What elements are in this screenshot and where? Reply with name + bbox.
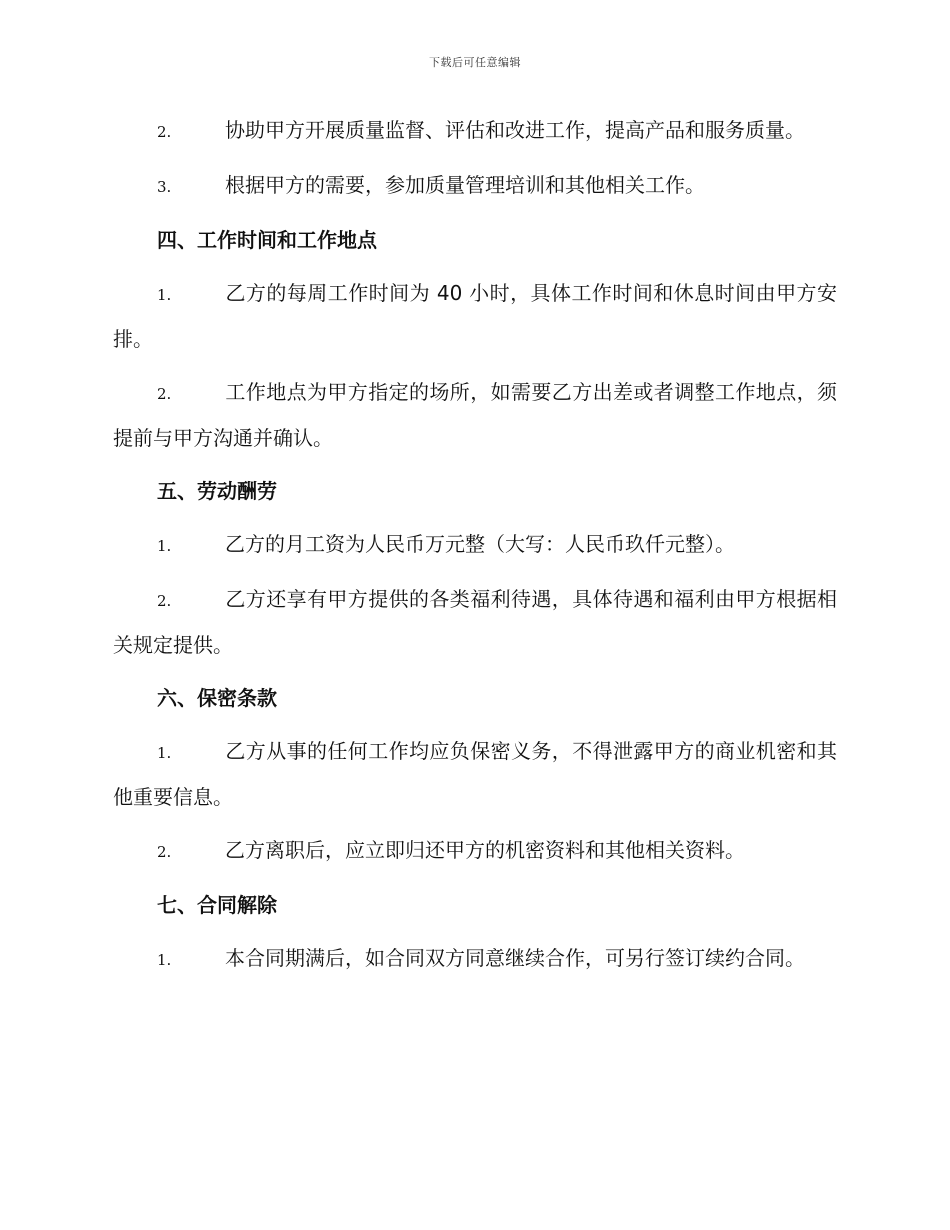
clause-number: 3. xyxy=(157,178,172,196)
section-heading: 四、工作时间和工作地点 xyxy=(157,228,377,252)
clause-text: 协助甲方开展质量监督、评估和改进工作，提高产品和服务质量。 xyxy=(225,118,805,142)
clause-number: 2. xyxy=(157,592,172,610)
clause-text: 乙方的月工资为人民币万元整（大写：人民币玖仟元整）。 xyxy=(225,532,735,556)
clause-number: 2. xyxy=(157,123,172,141)
clause-item xyxy=(113,108,837,154)
clause-text: 乙方还享有甲方提供的各类福利待遇，具体待遇和福利由甲方根据相关规定提供。 xyxy=(113,587,837,657)
clause-item xyxy=(113,828,837,874)
page-header-note: 下载后可任意编辑 xyxy=(429,56,521,69)
clause-item xyxy=(113,163,837,209)
clause-number: 2. xyxy=(157,843,172,861)
clause-item xyxy=(113,370,837,460)
clause-number: 1. xyxy=(157,951,172,969)
clause-text: 乙方从事的任何工作均应负保密义务，不得泄露甲方的商业机密和其他重要信息。 xyxy=(113,739,837,809)
clause-text: 乙方离职后，应立即归还甲方的机密资料和其他相关资料。 xyxy=(225,838,745,862)
clause-item xyxy=(113,729,837,819)
clause-item xyxy=(113,522,837,568)
clause-text: 根据甲方的需要，参加质量管理培训和其他相关工作。 xyxy=(225,173,705,197)
clause-text: 工作地点为甲方指定的场所，如需要乙方出差或者调整工作地点，须提前与甲方沟通并确认。 xyxy=(113,380,837,450)
clause-text: 乙方的每周工作时间为 40 小时，具体工作时间和休息时间由甲方安排。 xyxy=(113,281,837,351)
clause-number: 1. xyxy=(157,286,172,304)
document-body xyxy=(113,108,837,991)
clause-number: 1. xyxy=(157,744,172,762)
clause-item xyxy=(113,936,837,982)
clause-item xyxy=(113,577,837,667)
clause-item xyxy=(113,271,837,361)
clause-number: 2. xyxy=(157,385,172,403)
clause-text: 本合同期满后，如合同双方同意继续合作，可另行签订续约合同。 xyxy=(225,946,805,970)
clause-number: 1. xyxy=(157,537,172,555)
section-heading: 五、劳动酬劳 xyxy=(157,479,277,503)
section-heading: 七、合同解除 xyxy=(157,893,277,917)
section-heading: 六、保密条款 xyxy=(157,686,277,710)
